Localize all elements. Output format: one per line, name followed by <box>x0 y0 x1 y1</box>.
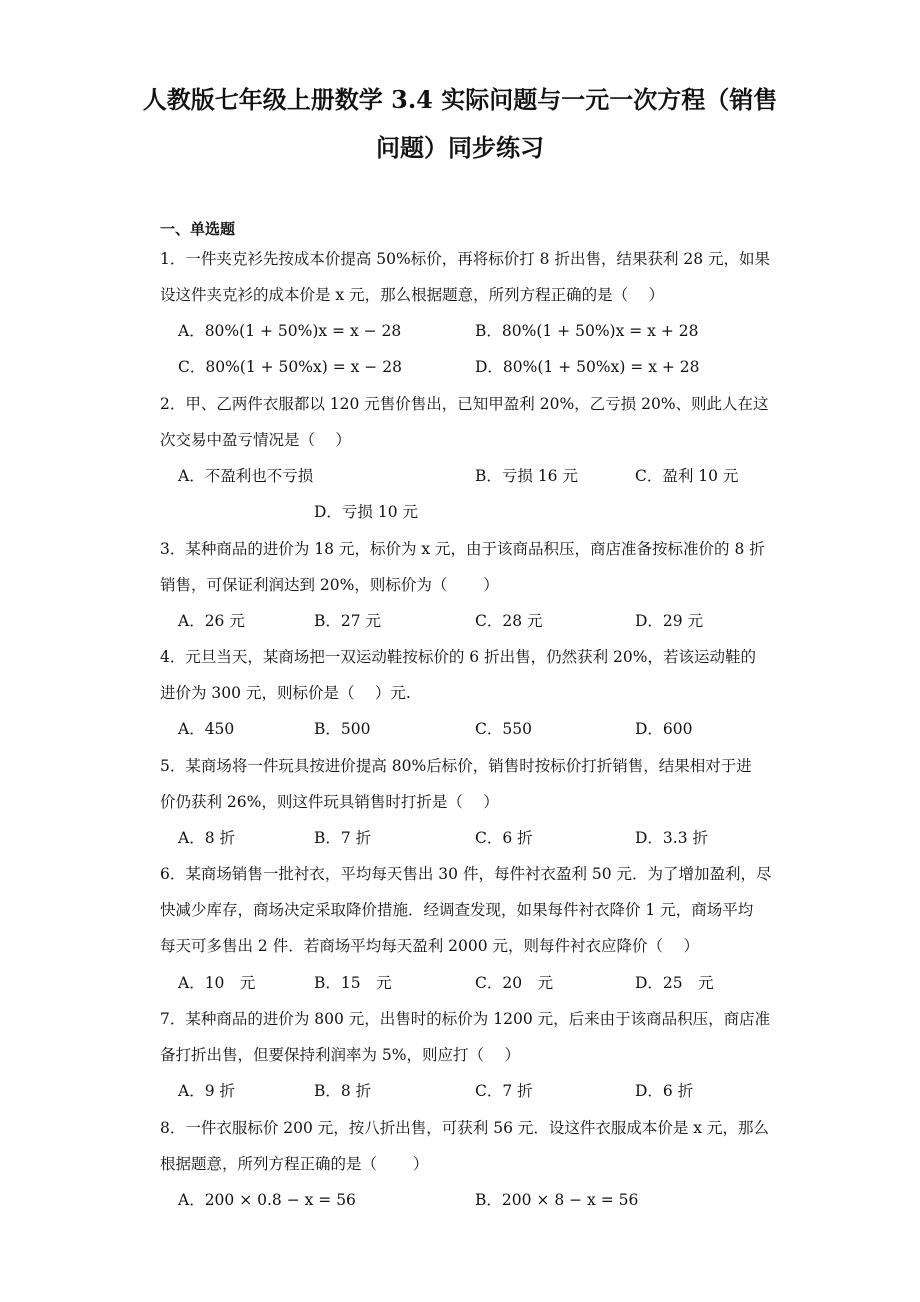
question-3-option-c[interactable]: C．28 元 <box>475 612 543 630</box>
question-5-option-a[interactable]: A．8 折 <box>178 829 235 847</box>
question-4-line-2: 进价为 300 元，则标价是（ ）元. <box>160 684 411 702</box>
question-1-line-1: 1．一件夹克衫先按成本价提高 50%标价，再将标价打 8 折出售，结果获利 28 元，如果 <box>160 250 771 268</box>
question-7-option-d[interactable]: D．6 折 <box>635 1082 694 1100</box>
question-6-line-3: 每天可多售出 2 件．若商场平均每天盈利 2000 元，则每件衬衣应降价（ ） <box>160 937 699 955</box>
question-2-option-c[interactable]: C．盈利 10 元 <box>635 467 739 485</box>
question-2-option-d[interactable]: D．亏损 10 元 <box>314 503 419 521</box>
question-7-line-1: 7．某种商品的进价为 800 元，出售时的标价为 1200 元，后来由于该商品积压，商店准 <box>160 1010 771 1028</box>
question-5-line-1: 5．某商场将一件玩具按进价提高 80%后标价，销售时按标价打折销售，结果相对于进 <box>160 757 752 775</box>
question-6-line-1: 6．某商场销售一批衬衣，平均每天售出 30 件，每件衬衣盈利 50 元．为了增加盈利，尽 <box>160 865 772 883</box>
question-1-line-2: 设这件夹克衫的成本价是 x 元，那么根据题意，所列方程正确的是（ ） <box>160 286 665 304</box>
page-title-line-2: 问题）同步练习 <box>376 133 544 162</box>
question-4-option-b[interactable]: B．500 <box>314 720 371 738</box>
question-1-option-b[interactable]: B．80%(1 + 50%)x = x + 28 <box>475 322 699 340</box>
question-3-option-a[interactable]: A．26 元 <box>178 612 245 630</box>
question-7-option-c[interactable]: C．7 折 <box>475 1082 533 1100</box>
question-7-option-b[interactable]: B．8 折 <box>314 1082 372 1100</box>
question-5-option-d[interactable]: D．3.3 折 <box>635 829 709 847</box>
question-3-option-b[interactable]: B．27 元 <box>314 612 382 630</box>
question-4-option-d[interactable]: D．600 <box>635 720 693 738</box>
question-5-line-2: 价仍获利 26%，则这件玩具销售时打折是（ ） <box>160 793 499 811</box>
question-4-option-a[interactable]: A．450 <box>178 720 235 738</box>
question-2-line-2: 次交易中盈亏情况是（ ） <box>160 431 351 449</box>
question-2-option-b[interactable]: B．亏损 16 元 <box>475 467 578 485</box>
question-7-line-2: 备打折出售，但要保持利润率为 5%，则应打（ ） <box>160 1046 520 1064</box>
question-3-line-2: 销售，可保证利润达到 20%，则标价为（ ） <box>160 576 499 594</box>
question-1-option-d[interactable]: D．80%(1 + 50%x) = x + 28 <box>475 358 700 376</box>
question-6-line-2: 快减少库存，商场决定采取降价措施．经调查发现，如果每件衬衣降价 1 元，商场平均 <box>160 901 754 919</box>
question-8-option-a[interactable]: A．200 × 0.8 − x = 56 <box>178 1191 356 1209</box>
question-8-option-b[interactable]: B．200 × 8 − x = 56 <box>475 1191 639 1209</box>
page-title-line-1: 人教版七年级上册数学 3.4 实际问题与一元一次方程（销售 <box>142 85 778 114</box>
question-5-option-b[interactable]: B．7 折 <box>314 829 372 847</box>
question-6-option-d[interactable]: D．25 元 <box>635 974 714 992</box>
question-7-option-a[interactable]: A．9 折 <box>178 1082 235 1100</box>
question-2-option-a[interactable]: A．不盈利也不亏损 <box>178 467 314 485</box>
question-6-option-b[interactable]: B．15 元 <box>314 974 392 992</box>
question-6-option-a[interactable]: A．10 元 <box>178 974 256 992</box>
question-4-option-c[interactable]: C．550 <box>475 720 532 738</box>
question-8-line-2: 根据题意，所列方程正确的是（ ） <box>160 1155 429 1173</box>
question-1-option-a[interactable]: A．80%(1 + 50%)x = x − 28 <box>178 322 402 340</box>
question-5-option-c[interactable]: C．6 折 <box>475 829 533 847</box>
question-3-line-1: 3．某种商品的进价为 18 元，标价为 x 元，由于该商品积压，商店准备按标准价的 8 折 <box>160 540 765 558</box>
question-8-line-1: 8．一件衣服标价 200 元，按八折出售，可获利 56 元．设这件衣服成本价是 x 元，那么 <box>160 1119 769 1137</box>
question-2-line-1: 2．甲、乙两件衣服都以 120 元售价售出，已知甲盈利 20%，乙亏损 20%、则此人在这 <box>160 395 769 413</box>
question-1-option-c[interactable]: C．80%(1 + 50%x) = x − 28 <box>178 358 402 376</box>
question-6-option-c[interactable]: C．20 元 <box>475 974 554 992</box>
question-3-option-d[interactable]: D．29 元 <box>635 612 704 630</box>
section-heading: 一、单选题 <box>160 220 236 238</box>
question-4-line-1: 4．元旦当天，某商场把一双运动鞋按标价的 6 折出售，仍然获利 20%，若该运动鞋的 <box>160 648 756 666</box>
